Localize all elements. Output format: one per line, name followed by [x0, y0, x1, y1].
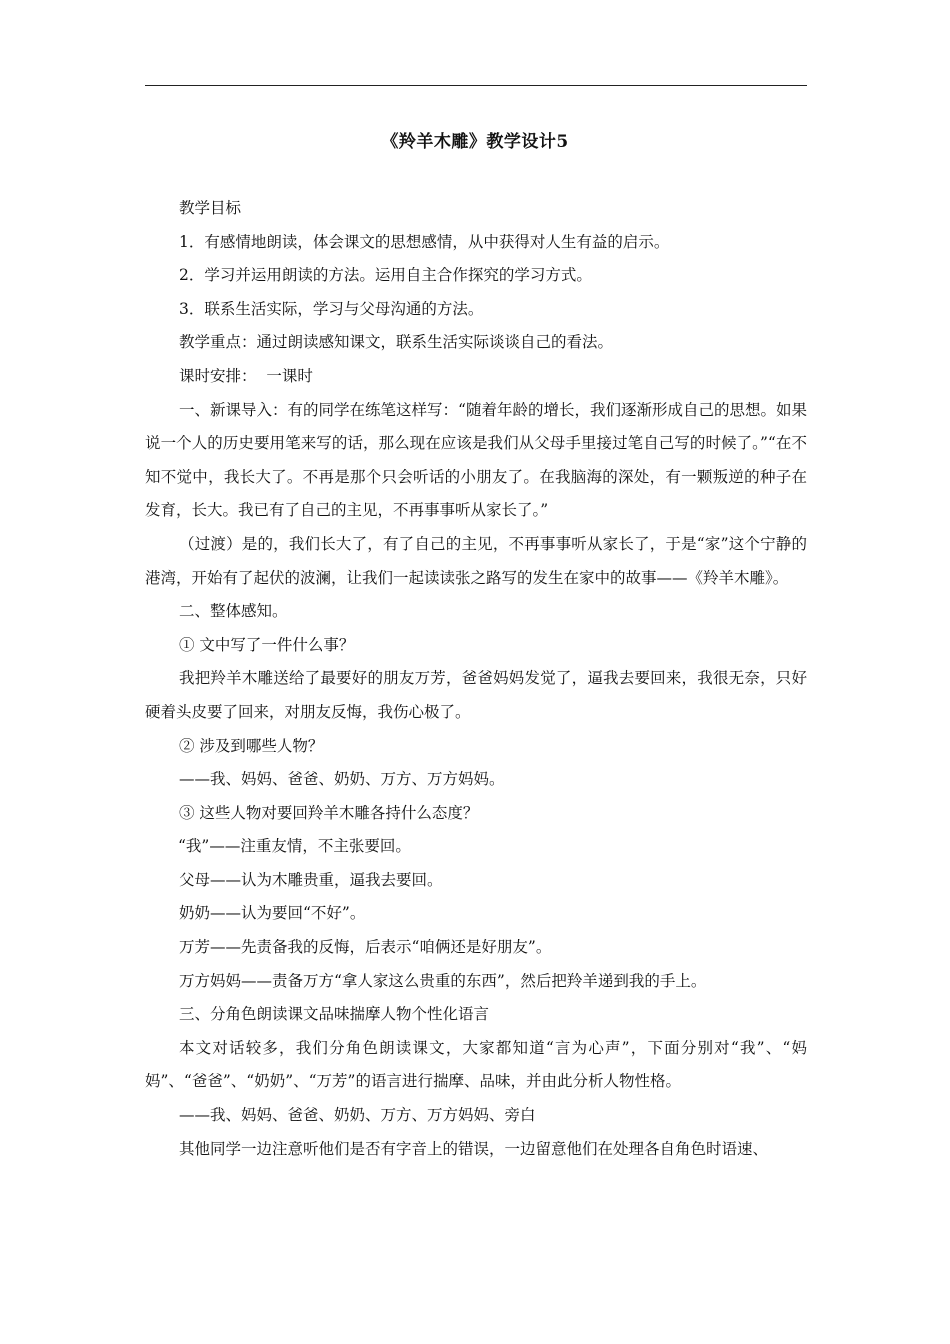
- paragraph: ① 文中写了一件什么事？: [179, 635, 355, 654]
- paragraph: ——我、妈妈、爸爸、奶奶、万方、万方妈妈。: [179, 770, 505, 789]
- paragraph: 三、分角色朗读课文品味揣摩人物个性化语言: [179, 1005, 490, 1024]
- paragraph: ——我、妈妈、爸爸、奶奶、万方、万方妈妈、旁白: [179, 1106, 536, 1125]
- paragraph: 课时安排： 一课时: [179, 366, 313, 385]
- paragraph: 教学目标: [179, 199, 242, 217]
- paragraph: 父母——认为木雕贵重，逼我去要回。: [179, 870, 443, 889]
- paragraph: 本文对话较多，我们分角色朗读课文，大家都知道“言为心声”，下面分别对“我”、“妈妈”、“爸爸”、“奶奶”、“万芳”的语言进行揣摩、品味，并由此分析人物性格。: [145, 1038, 807, 1091]
- paragraph: 2．学习并运用朗读的方法。运用自主合作探究的学习方式。: [179, 266, 592, 285]
- paragraph: 一、新课导入：有的同学在练笔这样写：“随着年龄的增长，我们逐渐形成自己的思想。如果说一个人的历史要用笔来写的话，那么现在应该是我们从父母手里接过笔自己写的时候了。”“在不知不觉中，我长大了。不再是那个只会听话的小朋友了。在我脑海的深处，有一颗叛逆的种子在发育，长大。我已有了自己的主见，不再事事听从家长了。”: [145, 400, 807, 520]
- paragraph: 其他同学一边注意听他们是否有字音上的错误，一边留意他们在处理各自角色时语速、: [179, 1139, 769, 1158]
- paragraph: 万方妈妈——责备万方“拿人家这么贵重的东西”，然后把羚羊递到我的手上。: [179, 971, 707, 990]
- paragraph: 二、整体感知。: [179, 602, 288, 621]
- paragraph: “我”——注重友情，不主张要回。: [178, 837, 411, 856]
- document-title: 《羚羊木雕》教学设计5: [381, 132, 569, 152]
- paragraph: 奶奶——认为要回“不好”。: [179, 904, 366, 923]
- paragraph: 万芳——先责备我的反悔，后表示“咱俩还是好朋友”。: [179, 938, 552, 957]
- paragraph: 1．有感情地朗读，体会课文的思想感情，从中获得对人生有益的启示。: [179, 232, 670, 251]
- paragraph: ② 涉及到哪些人物？: [179, 736, 324, 755]
- paragraph: 教学重点：通过朗读感知课文，联系生活实际谈谈自己的看法。: [179, 333, 614, 352]
- paragraph: （过渡）是的，我们长大了，有了自己的主见，不再事事听从家长了，于是“家”这个宁静的港湾，开始有了起伏的波澜，让我们一起读读张之路写的发生在家中的故事——《羚羊木雕》。: [145, 534, 807, 587]
- paragraph: 3．联系生活实际，学习与父母沟通的方法。: [179, 299, 484, 318]
- paragraph: 我把羚羊木雕送给了最要好的朋友万芳，爸爸妈妈发觉了，逼我去要回来，我很无奈，只好硬着头皮要了回来，对朋友反悔，我伤心极了。: [145, 669, 807, 721]
- document-body: [145, 192, 807, 1166]
- header-rule: [145, 85, 807, 86]
- paragraph: ③ 这些人物对要回羚羊木雕各持什么态度？: [179, 803, 479, 822]
